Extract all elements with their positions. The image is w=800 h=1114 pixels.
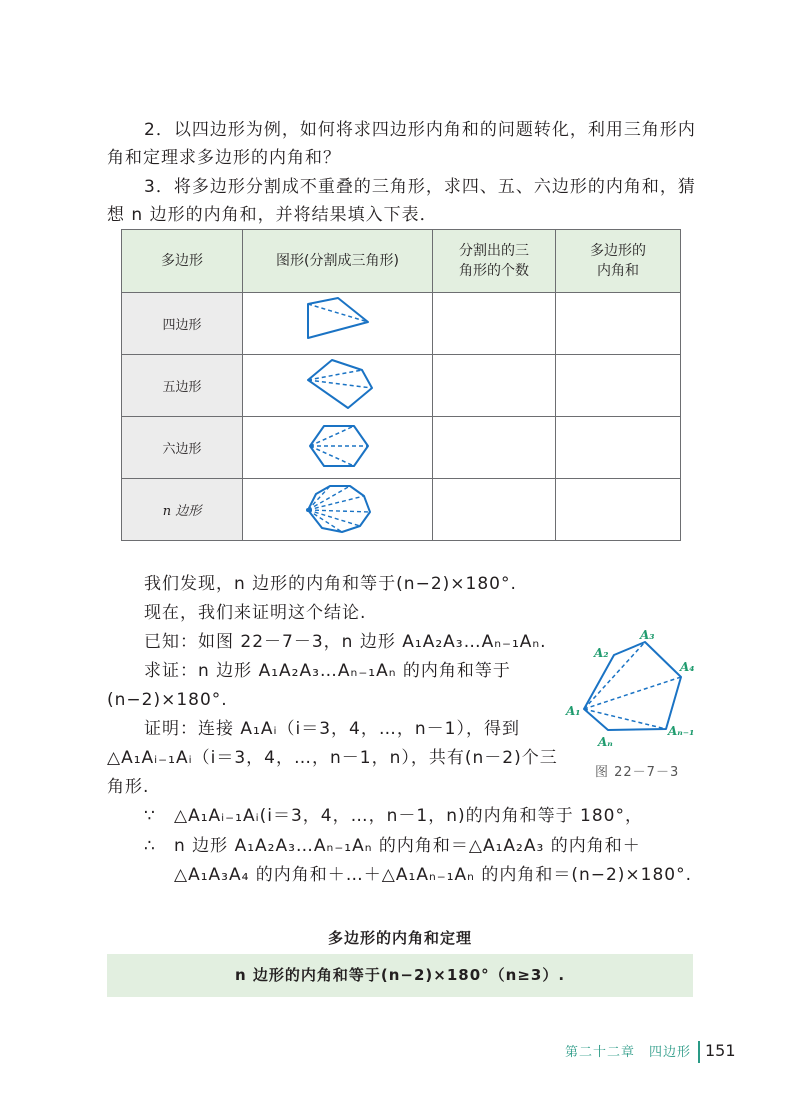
row-name: n 边形 bbox=[122, 479, 243, 541]
row-sum bbox=[556, 417, 681, 479]
now-text: 现在，我们来证明这个结论. bbox=[144, 603, 367, 623]
theorem-title: 多边形的内角和定理 bbox=[327, 929, 472, 947]
row-count bbox=[433, 417, 556, 479]
row-name: 六边形 bbox=[122, 417, 243, 479]
label-an: Aₙ bbox=[598, 735, 613, 749]
row-sum bbox=[556, 293, 681, 355]
header-triangle-count-line1: 分割出的三 bbox=[459, 243, 529, 259]
hexagon-diagram bbox=[298, 418, 378, 474]
figure-22-7-3 bbox=[560, 625, 710, 750]
row-sum bbox=[556, 355, 681, 417]
row-figure-hexagon bbox=[243, 417, 433, 479]
proof-text-line3: 角形. bbox=[107, 777, 150, 797]
header-polygon: 多边形 bbox=[122, 230, 243, 293]
label-a4: A₄ bbox=[680, 660, 695, 674]
proof-text-line1: 证明：连接 A₁Aᵢ（i＝3，4，…，n－1），得到 bbox=[144, 719, 520, 739]
therefore-text-line2: △A₁A₃A₄ 的内角和＋…＋△A₁Aₙ₋₁Aₙ 的内角和＝(n−2)×180°. bbox=[174, 865, 693, 885]
row-count bbox=[433, 293, 556, 355]
row-figure-quadrilateral bbox=[243, 293, 433, 355]
theorem-text: n 边形的内角和等于(n−2)×180°（n≥3）. bbox=[234, 966, 566, 984]
page-number: 151 bbox=[705, 1041, 736, 1060]
header-angle-sum bbox=[556, 230, 681, 293]
table-row bbox=[122, 479, 681, 541]
row-figure-pentagon bbox=[243, 355, 433, 417]
label-a2: A₂ bbox=[594, 646, 609, 660]
row-count bbox=[433, 479, 556, 541]
because-symbol: ∵ bbox=[144, 806, 156, 826]
given-text: 已知：如图 22－7－3，n 边形 A₁A₂A₃…Aₙ₋₁Aₙ. bbox=[144, 632, 547, 652]
header-triangle-count bbox=[433, 230, 556, 293]
therefore-symbol: ∴ bbox=[144, 836, 156, 856]
row-figure-n-gon bbox=[243, 479, 433, 541]
figure-caption: 图 22－7－3 bbox=[595, 765, 680, 780]
therefore-text-line1: n 边形 A₁A₂A₃…Aₙ₋₁Aₙ 的内角和＝△A₁A₂A₃ 的内角和＋ bbox=[174, 836, 641, 856]
header-triangle-count-line2: 角形的个数 bbox=[459, 263, 529, 279]
n-gon-diagram bbox=[298, 480, 378, 536]
row-name: 四边形 bbox=[122, 293, 243, 355]
row-sum bbox=[556, 479, 681, 541]
question-3-line1: 3．将多边形分割成不重叠的三角形，求四、五、六边形的内角和，猜 bbox=[144, 177, 696, 197]
prove-text-line2: (n−2)×180°. bbox=[107, 690, 228, 710]
row-name: 五边形 bbox=[122, 355, 243, 417]
quadrilateral-diagram bbox=[298, 294, 378, 350]
chapter-label: 第二十二章 四边形 bbox=[565, 1045, 692, 1060]
table-row bbox=[122, 355, 681, 417]
pentagon-diagram bbox=[298, 356, 378, 412]
polygon-table bbox=[121, 229, 681, 541]
discover-text: 我们发现，n 边形的内角和等于(n−2)×180°. bbox=[144, 574, 517, 594]
prove-text-line1: 求证：n 边形 A₁A₂A₃…Aₙ₋₁Aₙ 的内角和等于 bbox=[144, 661, 511, 681]
table-row bbox=[122, 417, 681, 479]
question-3-line2: 想 n 边形的内角和，并将结果填入下表． bbox=[107, 205, 438, 225]
page-divider bbox=[698, 1041, 700, 1063]
table-row bbox=[122, 293, 681, 355]
proof-text-line2: △A₁Aᵢ₋₁Aᵢ（i＝3，4，…，n－1，n），共有(n－2)个三 bbox=[107, 748, 558, 768]
header-angle-sum-line2: 内角和 bbox=[597, 263, 639, 279]
label-a1: A₁ bbox=[566, 704, 581, 718]
label-a3: A₃ bbox=[640, 628, 655, 642]
question-2-line2: 角和定理求多边形的内角和？ bbox=[107, 148, 341, 168]
label-an-1: Aₙ₋₁ bbox=[668, 724, 695, 738]
header-figure: 图形(分割成三角形) bbox=[243, 230, 433, 293]
header-angle-sum-line1: 多边形的 bbox=[590, 243, 646, 259]
row-count bbox=[433, 355, 556, 417]
question-2-line1: 2．以四边形为例，如何将求四边形内角和的问题转化，利用三角形内 bbox=[144, 120, 696, 140]
table-header-row bbox=[122, 230, 681, 293]
because-text: △A₁Aᵢ₋₁Aᵢ(i＝3，4，…，n－1，n)的内角和等于 180°， bbox=[174, 806, 643, 826]
